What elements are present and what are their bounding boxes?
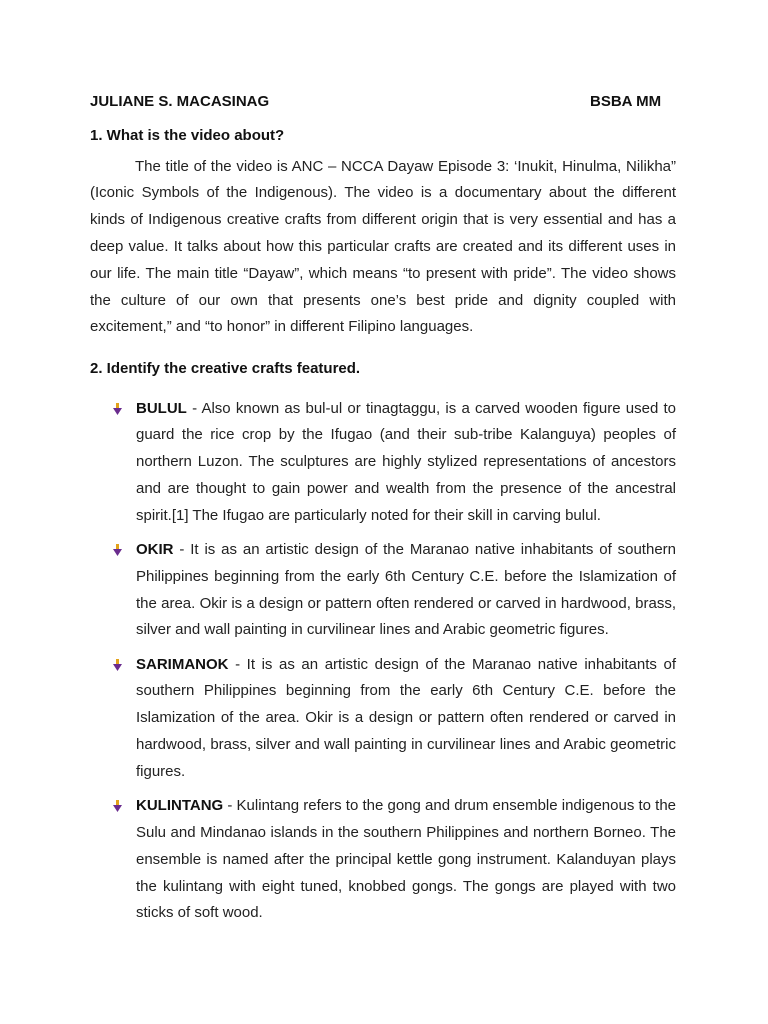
document-body — [90, 89, 676, 928]
crafts-list-item — [136, 396, 676, 530]
arrow-down-icon — [113, 403, 122, 415]
arrow-down-icon — [113, 544, 122, 556]
crafts-list-item — [136, 652, 676, 786]
craft-term: KULINTANG — [136, 797, 224, 815]
craft-description: - Also known as bul-ul or tinagtaggu, is a carved wooden figure used to guard the rice crop by the Ifugao (and their sub-tribe Kalanguya) peoples of northern Luzon. The sculptures are highly stylized representations of ancestors and are thought to gain power and wealth from the presence of the ancestral spirit.[1] The Ifugao are particularly noted for their skill in carving bulul. — [136, 399, 677, 524]
course-label: BSBA MM — [590, 92, 662, 110]
craft-description: - It is as an artistic design of the Maranao native inhabitants of southern Philippines beginning from the early 6th Century C.E. before the Islamization of the area. Okir is a design or pattern often rendered or carved in hardwood, brass, silver and wall painting in curvilinear lines and Arabic geometric figures. — [136, 655, 676, 780]
craft-term: OKIR — [136, 541, 174, 558]
craft-description: - Kulintang refers to the gong and drum ensemble indigenous to the Sulu and Mindanao islands in the southern Philippines and northern Borneo. The ensemble is named after the principal kettle gong instrument. Kalanduyan plays the kulintang with eight tuned, knobbed gongs. The gongs are played with two sticks of soft wood. — [136, 797, 677, 922]
document-header — [90, 89, 676, 116]
crafts-list — [90, 396, 676, 928]
crafts-list-item — [136, 793, 676, 927]
craft-term: BULUL — [136, 399, 187, 417]
arrow-down-icon — [113, 800, 122, 812]
craft-term: SARIMANOK — [136, 655, 229, 673]
question-1-heading: 1. What is the video about? — [90, 126, 285, 144]
question-1-answer: The title of the video is ANC – NCCA Dayaw Episode 3: ‘Inukit, Hinulma, Nilikha” (Iconic Symbols of the Indigenous). The video is a documentary about the different kinds of Indigenous creative crafts from different origin that is very essential and has a deep value. It talks about how this particular crafts are created and its different uses in our life. The main title “Dayaw”, which means “to present with pride”. The video shows the culture of our own that presents one’s best pride and dignity coupled with excitement,” and “to honor” in different Filipino languages. — [90, 157, 676, 336]
author-name: JULIANE S. MACASINAG — [90, 92, 270, 110]
craft-description: - It is as an artistic design of the Maranao native inhabitants of southern Philippines beginning from the early 6th Century C.E. before the Islamization of the area. Okir is a design or pattern often rendered or carved in hardwood, brass, silver and wall painting in curvilinear lines and Arabic geometric figures. — [136, 541, 676, 639]
question-2-heading: 2. Identify the creative crafts featured. — [90, 359, 361, 377]
arrow-down-icon — [113, 659, 122, 671]
crafts-list-item — [136, 537, 676, 644]
